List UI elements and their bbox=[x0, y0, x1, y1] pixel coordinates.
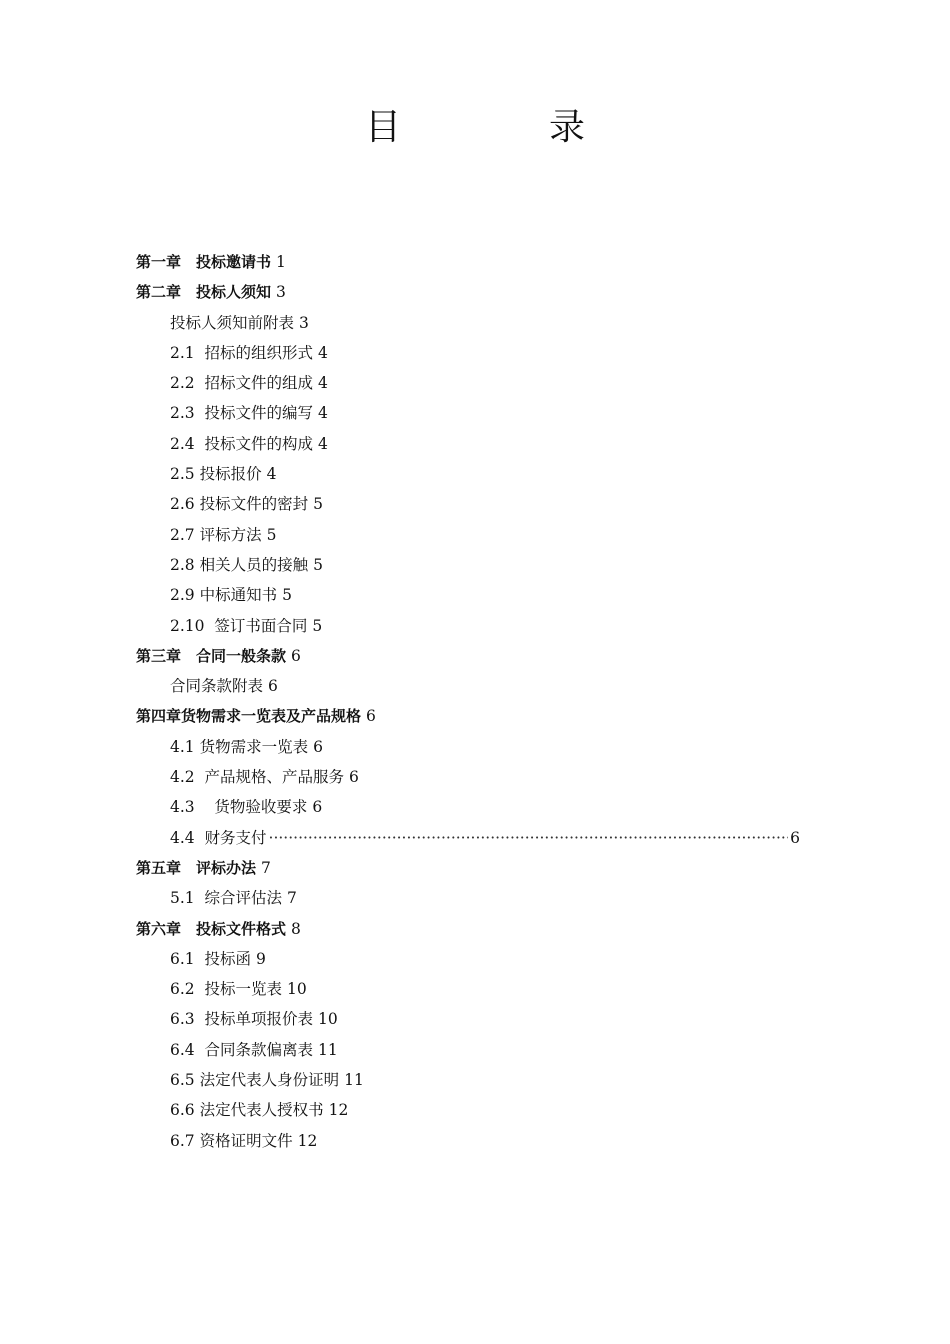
toc-entry-label: 2.7 评标方法 bbox=[170, 525, 262, 544]
toc-page-number: 3 bbox=[276, 283, 286, 302]
toc-entry-label: 2.4 投标文件的构成 bbox=[170, 434, 314, 453]
toc-page-number: 4 bbox=[318, 374, 328, 393]
toc-section-entry[interactable] bbox=[136, 520, 800, 550]
toc-entry-label: 2.6 投标文件的密封 bbox=[170, 495, 309, 514]
toc-page-number: 9 bbox=[256, 949, 266, 968]
toc-entry-label: 2.3 投标文件的编写 bbox=[170, 404, 314, 423]
toc-page-number: 10 bbox=[287, 980, 307, 999]
toc-section-entry[interactable] bbox=[136, 1035, 800, 1065]
toc-section-entry[interactable] bbox=[136, 883, 800, 913]
toc-page-number: 1 bbox=[276, 253, 286, 271]
toc-page-number: 12 bbox=[328, 1101, 349, 1120]
toc-section-entry[interactable] bbox=[136, 429, 800, 459]
toc-page-number: 6 bbox=[268, 677, 278, 696]
toc-section-entry[interactable] bbox=[136, 823, 800, 853]
toc-section-entry[interactable] bbox=[136, 792, 800, 822]
toc-entry-label: 6.1 投标函 bbox=[170, 949, 252, 968]
toc-section-entry[interactable] bbox=[136, 1095, 800, 1125]
toc-section-entry[interactable] bbox=[136, 1126, 800, 1156]
toc-entry-label: 第二章 投标人须知 bbox=[136, 283, 272, 302]
toc-entry-label: 4.1 货物需求一览表 bbox=[170, 737, 309, 756]
toc-page-number: 11 bbox=[318, 1040, 338, 1059]
toc-page-number: 5 bbox=[266, 525, 277, 544]
toc-entry-label: 6.2 投标一览表 bbox=[170, 980, 283, 999]
page-title: 目 录 bbox=[364, 107, 641, 148]
toc-entry-label: 2.1 招标的组织形式 bbox=[170, 343, 314, 362]
toc-section-entry[interactable] bbox=[136, 489, 800, 519]
toc-page-number: 7 bbox=[261, 858, 271, 877]
toc-chapter-entry[interactable] bbox=[136, 641, 800, 671]
toc-entry-label: 合同条款附表 bbox=[170, 677, 264, 696]
toc-page-number: 5 bbox=[282, 586, 292, 605]
toc-entry-label: 4.4 财务支付 bbox=[170, 828, 267, 847]
toc-entry-label: 2.10 签订书面合同 bbox=[170, 616, 308, 635]
toc-entry-label: 2.8 相关人员的接触 bbox=[170, 555, 309, 574]
toc-entry-label: 5.1 综合评估法 bbox=[170, 889, 283, 908]
toc-entry-label: 4.2 产品规格、产品服务 bbox=[170, 768, 345, 787]
toc-section-entry[interactable] bbox=[136, 1004, 800, 1034]
toc-entry-label: 2.9 中标通知书 bbox=[170, 586, 278, 605]
toc-page-number: 4 bbox=[318, 404, 328, 423]
toc-entry-label: 4.3 货物验收要求 bbox=[170, 798, 308, 817]
toc-section-entry[interactable] bbox=[136, 308, 800, 338]
toc-page-number: 6 bbox=[366, 707, 376, 726]
toc-section-entry[interactable] bbox=[136, 459, 800, 489]
toc-entry-label: 2.5 投标报价 bbox=[170, 465, 262, 484]
toc-section-entry[interactable] bbox=[136, 762, 800, 792]
toc-entry-label: 6.7 资格证明文件 bbox=[170, 1131, 293, 1150]
toc-section-entry[interactable] bbox=[136, 732, 800, 762]
toc-page-number: 10 bbox=[318, 1010, 338, 1029]
toc-chapter-entry[interactable] bbox=[136, 247, 800, 277]
toc-entry-label: 6.3 投标单项报价表 bbox=[170, 1010, 314, 1029]
toc-entry-label: 第四章货物需求一览表及产品规格 bbox=[136, 707, 362, 726]
toc-chapter-entry[interactable] bbox=[136, 853, 800, 883]
toc-entry-label: 第五章 评标办法 bbox=[136, 858, 257, 877]
toc-page-number: 6 bbox=[313, 737, 323, 756]
toc-entry-label: 投标人须知前附表 bbox=[170, 313, 295, 332]
toc-page-number: 6 bbox=[312, 798, 323, 817]
toc-page-number: 4 bbox=[266, 465, 277, 484]
dot-leader bbox=[269, 823, 789, 853]
toc-section-entry[interactable] bbox=[136, 611, 800, 641]
toc-page-number: 4 bbox=[318, 343, 328, 362]
toc-entry-label: 6.6 法定代表人授权书 bbox=[170, 1101, 324, 1120]
toc-chapter-entry[interactable] bbox=[136, 277, 800, 307]
toc-section-entry[interactable] bbox=[136, 580, 800, 610]
toc-page-number: 7 bbox=[287, 889, 297, 908]
toc-page-number: 3 bbox=[299, 313, 309, 332]
toc-entry-label: 6.4 合同条款偏离表 bbox=[170, 1040, 314, 1059]
toc-page-number: 4 bbox=[318, 434, 328, 453]
toc-section-entry[interactable] bbox=[136, 368, 800, 398]
toc-page-number: 12 bbox=[297, 1131, 318, 1150]
toc-section-entry[interactable] bbox=[136, 671, 800, 701]
toc-section-entry[interactable] bbox=[136, 398, 800, 428]
table-of-contents bbox=[136, 247, 800, 1156]
toc-page-number: 5 bbox=[312, 616, 323, 635]
toc-page-number: 8 bbox=[291, 919, 301, 938]
toc-page-number: 6 bbox=[349, 768, 359, 787]
toc-entry-label: 第三章 合同一般条款 bbox=[136, 646, 287, 665]
toc-section-entry[interactable] bbox=[136, 338, 800, 368]
toc-chapter-entry[interactable] bbox=[136, 701, 800, 731]
toc-page-number: 5 bbox=[313, 555, 323, 574]
toc-entry-label: 2.2 招标文件的组成 bbox=[170, 374, 314, 393]
toc-page-number: 5 bbox=[313, 495, 323, 514]
toc-entry-label: 6.5 法定代表人身份证明 bbox=[170, 1071, 340, 1090]
toc-section-entry[interactable] bbox=[136, 974, 800, 1004]
toc-section-entry[interactable] bbox=[136, 944, 800, 974]
toc-page-number: 11 bbox=[344, 1071, 364, 1090]
toc-entry-label: 第六章 投标文件格式 bbox=[136, 919, 287, 938]
toc-section-entry[interactable] bbox=[136, 550, 800, 580]
toc-page-number: 6 bbox=[790, 828, 800, 847]
toc-chapter-entry[interactable] bbox=[136, 914, 800, 944]
toc-entry-label: 第一章 投标邀请书 bbox=[136, 253, 272, 271]
toc-page-number: 6 bbox=[291, 646, 301, 665]
toc-section-entry[interactable] bbox=[136, 1065, 800, 1095]
